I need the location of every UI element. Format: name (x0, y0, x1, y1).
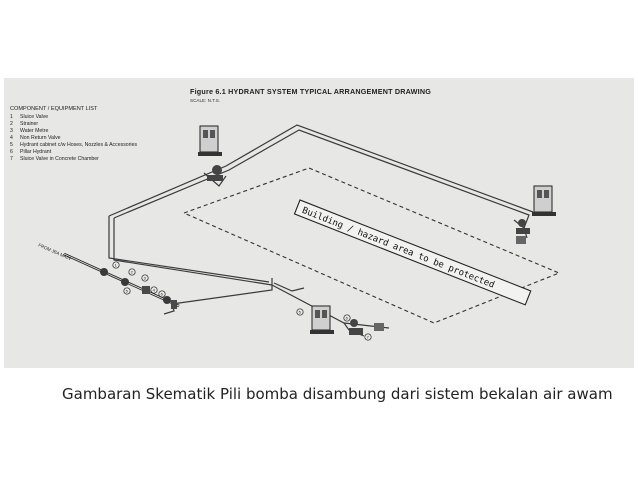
component-item-label: Sluice Valve in Concrete Chamber (20, 156, 99, 162)
callout-number: 7 (366, 334, 369, 340)
callout-number: 1 (114, 262, 117, 268)
inlet-assembly (38, 242, 179, 309)
component-item-label: Hydrant cabinet c/w Hoses, Nozzles & Accessories (20, 142, 138, 148)
component-list (10, 114, 137, 162)
component-item-label: Non Return Valve (20, 135, 61, 141)
component-item-label: Pillar Hydrant (20, 149, 52, 155)
building-area-outline (184, 168, 559, 323)
component-item-no: 3 (10, 128, 13, 134)
component-item-label: Water Metre (20, 128, 49, 134)
callout-number: 6 (160, 291, 163, 297)
component-item-no: 1 (10, 114, 13, 120)
component-item-no: 5 (10, 142, 13, 148)
component-item-no: 6 (10, 149, 13, 155)
callout-number: 2 (130, 269, 133, 275)
hydrant-cabinet-icon (516, 186, 556, 244)
hydrant-arrangement-diagram (4, 78, 634, 368)
callout-number: 3 (143, 275, 146, 281)
figure-title: Figure 6.1 HYDRANT SYSTEM TYPICAL ARRANGEMENT DRAWING (190, 87, 432, 96)
building-label: Building / hazard area to be protected (300, 205, 496, 291)
callout-number: 5 (298, 309, 301, 315)
component-item-no: 7 (10, 156, 13, 162)
hydrant-cabinet-icon (310, 306, 384, 335)
callout-markers (113, 262, 371, 340)
component-item-no: 2 (10, 121, 13, 127)
inlet-label: FROM JBA MAIN (37, 242, 72, 262)
callout-number: 5 (125, 288, 128, 294)
component-list-heading: COMPONENT / EQUIPMENT LIST (10, 106, 98, 112)
slide-caption: Gambaran Skematik Pili bomba disambung dari sistem bekalan air awam (62, 385, 613, 403)
component-item-label: Sluice Valve (20, 114, 49, 120)
component-item-no: 4 (10, 135, 13, 141)
callout-number: 4 (152, 287, 155, 293)
building-label-strip (295, 200, 531, 305)
scanned-drawing (4, 78, 634, 368)
component-item-label: Strainer (20, 121, 39, 127)
figure-scale: SCALE: N.T.S. (190, 98, 221, 103)
callout-number: 6 (345, 315, 348, 321)
